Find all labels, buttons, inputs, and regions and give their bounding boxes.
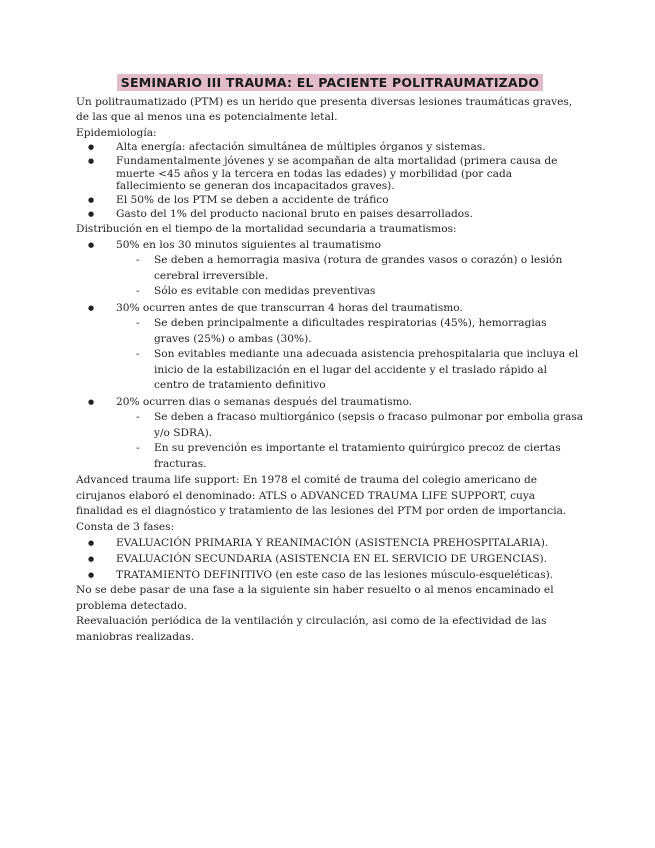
intro-paragraph: Un politraumatizado (PTM) es un herido que presenta diversas lesiones traumáticas graves, de las que al menos una es potencialmente letal. <box>76 95 573 123</box>
atls-paragraph: Advanced trauma life support: En 1978 el comité de trauma del colegio americano de cirujanos elaboró el denominado: ATLS o ADVANCED TRAUMA LIFE SUPPORT, cuya finalidad es el diagnóstico y tratamiento de las lesiones del PTM por orden de importancia. <box>76 474 567 517</box>
document-title: SEMINARIO III TRAUMA: EL PACIENTE POLITRAUMATIZADO <box>117 74 543 91</box>
distribution-group <box>116 301 584 394</box>
document-page <box>76 74 584 645</box>
distribution-list <box>76 238 584 473</box>
distribution-details <box>116 316 584 394</box>
list-item: ● Fundamentalmente jóvenes y se acompañan de alta mortalidad (primera causa de muerte <45 años y la tercera en todas las edades) y morbilidad (por cada fallecimiento se generan dos incapacitados graves). <box>116 155 584 193</box>
detail-item: - Se deben a hemorragia masiva (rotura de grandes vasos o corazón) o lesión cerebral irreversible. <box>154 253 584 284</box>
distribution-group <box>116 395 584 473</box>
distribution-group-label: 30% ocurren antes de que transcurran 4 horas del traumatismo. <box>116 301 463 314</box>
phases-heading: Consta de 3 fases: <box>76 520 175 533</box>
list-item: ● TRATAMIENTO DEFINITIVO (en este caso de las lesiones músculo-esqueléticas). <box>116 567 584 583</box>
epidemiology-heading: Epidemiología: <box>76 126 157 139</box>
distribution-group-label: 50% en los 30 minutos siguientes al traumatismo <box>116 238 381 251</box>
list-item: ● El 50% de los PTM se deben a accidente de tráfico <box>116 194 584 207</box>
list-item: ● EVALUACIÓN PRIMARIA Y REANIMACIÓN (ASISTENCIA PREHOSPITALARIA). <box>116 535 584 551</box>
detail-item: - En su prevención es importante el tratamiento quirúrgico precoz de ciertas fracturas. <box>154 441 584 472</box>
phases-list <box>76 535 584 583</box>
distribution-details <box>116 253 584 300</box>
distribution-details <box>116 410 584 472</box>
detail-item: - Son evitables mediante una adecuada asistencia prehospitalaria que incluya el inicio de la estabilización en el lugar del accidente y el traslado rápido al centro de tratamiento definitivo <box>154 347 584 394</box>
detail-item: - Sólo es evitable con medidas preventivas <box>154 284 584 300</box>
distribution-group <box>116 238 584 300</box>
detail-item: - Se deben principalmente a dificultades respiratorias (45%), hemorragias graves (25%) o ambas (30%). <box>154 316 584 347</box>
list-item: ● Gasto del 1% del producto nacional bruto en paises desarrollados. <box>116 208 584 221</box>
note-paragraph: No se debe pasar de una fase a la siguiente sin haber resuelto o al menos encaminado el problema detectado. <box>76 584 554 612</box>
list-item: ● Alta energía: afectación simultánea de múltiples órganos y sistemas. <box>116 141 584 154</box>
epidemiology-list <box>76 141 584 221</box>
list-item: ● EVALUACIÓN SECUNDARIA (ASISTENCIA EN EL SERVICIO DE URGENCIAS). <box>116 551 584 567</box>
title-wrapper <box>76 74 584 93</box>
detail-item: - Se deben a fracaso multiorgánico (sepsis o fracaso pulmonar por embolia grasa y/o SDRA). <box>154 410 584 441</box>
distribution-heading: Distribución en el tiempo de la mortalidad secundaria a traumatismos: <box>76 223 457 235</box>
note-paragraph: Reevaluación periódica de la ventilación y circulación, asi como de la efectividad de las maniobras realizadas. <box>76 615 547 643</box>
distribution-group-label: 20% ocurren dias o semanas después del traumatismo. <box>116 395 413 408</box>
